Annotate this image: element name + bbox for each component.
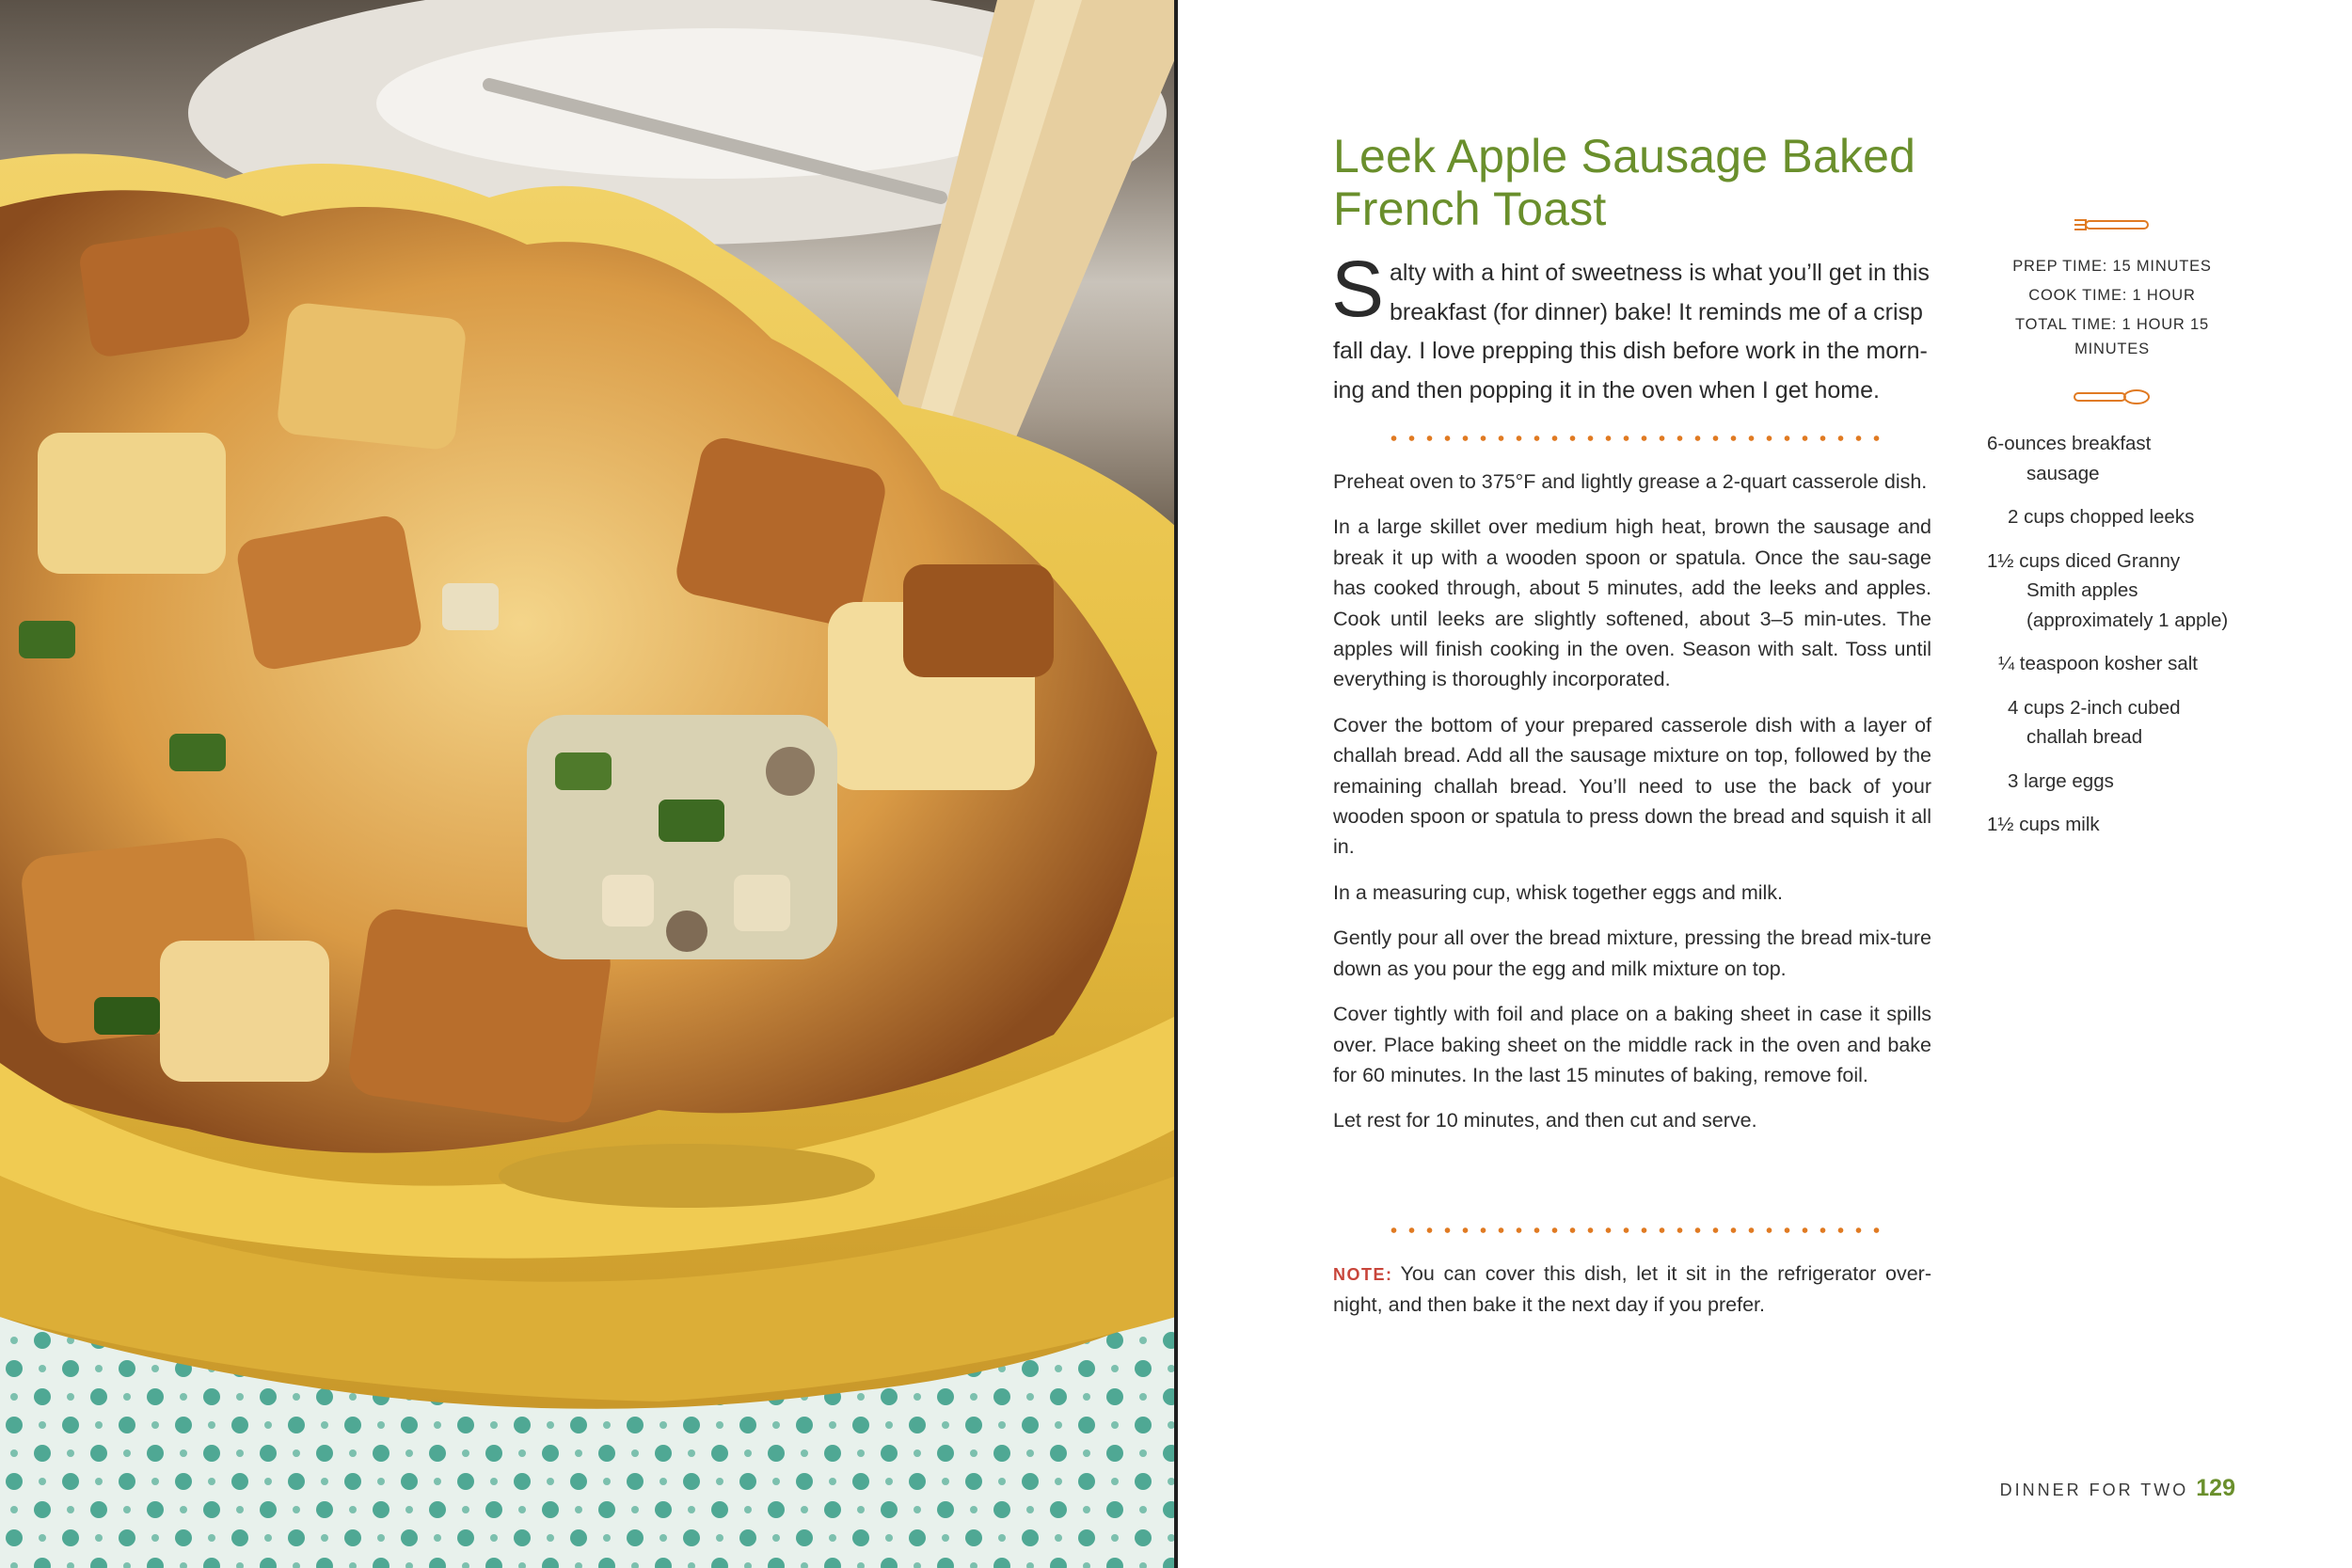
recipe-times bbox=[1994, 254, 2230, 366]
ingredient-leeks: 2 cups chopped leeks bbox=[2008, 506, 2195, 528]
ingredient-apples: 1½ cups diced Granny Smith apples (approximately 1 apple) bbox=[1987, 549, 2229, 631]
note-label: NOTE: bbox=[1333, 1265, 1393, 1284]
step-6: Cover tightly with foil and place on a baking sheet in case it spills over. Place baking sheet on the middle rack in the oven and bake for 60 minutes. In the last 15 minutes of baking, remove foil. bbox=[1333, 1003, 1931, 1086]
step-5: Gently pour all over the bread mixture, pressing the bread mix-ture down as you pour the egg and milk mixture on top. bbox=[1333, 927, 1931, 980]
dotted-divider-top bbox=[1385, 436, 1885, 441]
step-3: Cover the bottom of your prepared casserole dish with a layer of challah bread. Add all the sausage mixture on top, followed by the remaining challah bread. You’ll need to use the back of your wooden spoon or spatula to press down the bread and squish it all in. bbox=[1333, 713, 1931, 859]
dotted-divider-bottom bbox=[1385, 1227, 1885, 1233]
ingredient-milk: 1½ cups milk bbox=[1987, 814, 2100, 835]
spoon-icon bbox=[2073, 388, 2152, 406]
step-2: In a large skillet over medium high heat, brown the sausage and break it up with a wooden spoon or spatula. Once the sau-sage has cooked through, about 5 minutes, add the leeks and apples. Cook until leeks are slightly softened, about 3–5 min-utes. The apples will finish cooking in the oven. Season with salt. Toss until everything is thoroughly incorporated. bbox=[1333, 515, 1931, 691]
section-name: DINNER FOR TWO bbox=[1999, 1481, 2189, 1499]
prep-time: PREP TIME: 15 MINUTES bbox=[2012, 258, 2212, 275]
recipe-intro bbox=[1331, 245, 1932, 410]
cook-time: COOK TIME: 1 HOUR bbox=[2028, 287, 2196, 304]
total-time: TOTAL TIME: 1 HOUR 15 MINUTES bbox=[2015, 316, 2209, 357]
recipe-title: Leek Apple Sausage Baked French Toast bbox=[1333, 130, 1916, 235]
ingredient-list bbox=[1987, 429, 2241, 854]
fork-icon bbox=[2073, 215, 2152, 234]
recipe-steps bbox=[1333, 467, 1931, 1151]
ingredient-salt: ¼ teaspoon kosher salt bbox=[1998, 653, 2198, 674]
step-7: Let rest for 10 minutes, and then cut and serve. bbox=[1333, 1109, 1757, 1132]
step-1: Preheat oven to 375°F and lightly grease a 2-quart casserole dish. bbox=[1333, 470, 1928, 493]
recipe-note bbox=[1333, 1259, 1931, 1321]
ingredient-eggs: 3 large eggs bbox=[2008, 769, 2114, 792]
note-text: You can cover this dish, let it sit in the refrigerator over-night, and then bake it the next day if you prefer. bbox=[1333, 1262, 1931, 1317]
step-4: In a measuring cup, whisk together eggs and milk. bbox=[1333, 880, 1784, 904]
page-footer bbox=[2000, 1475, 2235, 1502]
intro-text: alty with a hint of sweetness is what you’ll get in this breakfast (for dinner) bake! It reminds me of a crisp fall day. I love prepping this dish before work in the morn-ing and then popping it in the oven when I get home. bbox=[1333, 260, 1930, 404]
ingredient-sausage: 6-ounces breakfast sausage bbox=[1987, 433, 2152, 484]
page-number: 129 bbox=[2196, 1475, 2235, 1501]
ingredient-bread: 4 cups 2-inch cubed challah bread bbox=[2008, 696, 2181, 748]
book-spine bbox=[1174, 0, 1178, 1568]
dish-handle bbox=[499, 1144, 875, 1208]
intro-dropcap: S bbox=[1331, 245, 1385, 333]
